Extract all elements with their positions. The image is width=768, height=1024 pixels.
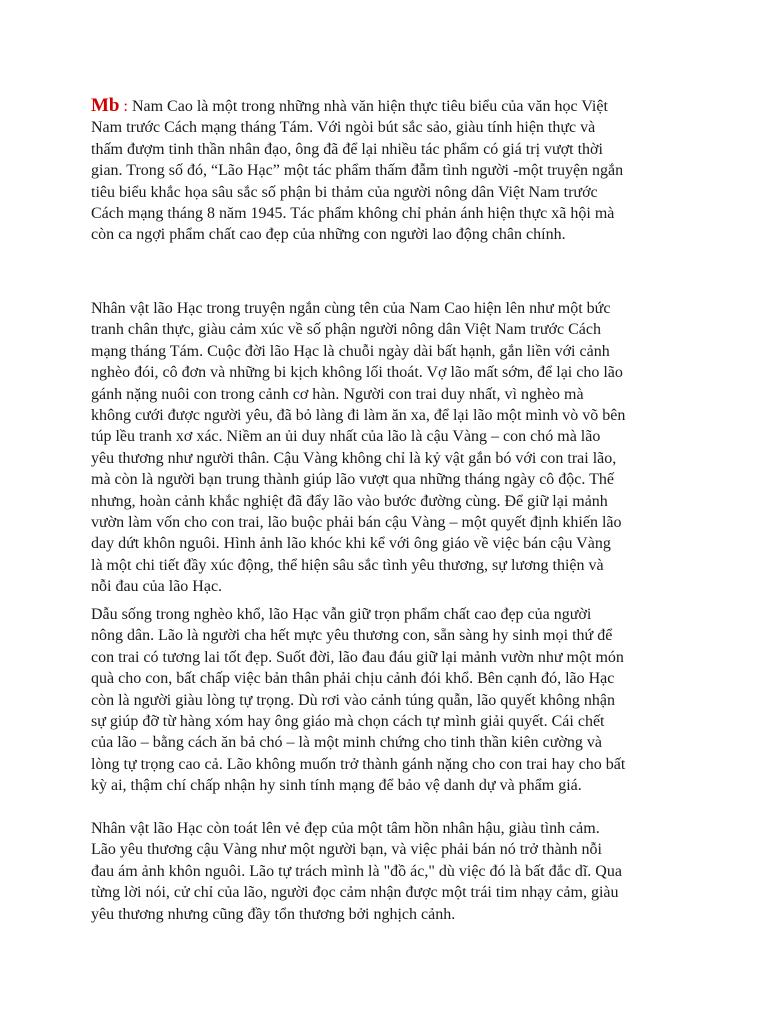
mb-separator: : — [119, 98, 132, 115]
body-paragraph-3: Nhân vật lão Hạc còn toát lên vẻ đẹp của một tâm hồn nhân hậu, giàu tình cảm. Lão yêu thương cậu Vàng như một người bạn, và việc phải bán nó trở thành nỗi đau ám ảnh khôn nguôi. Lão tự trách mình là "đồ ác," dù việc đó là bất đắc dĩ. Qua từng lời nói, cử chỉ của lão, người đọc cảm nhận được một trái tim nhạy cảm, giàu yêu thương nhưng cũng đầy tổn thương bởi nghịch cảnh. — [91, 820, 622, 923]
body-paragraph-2: Dẫu sống trong nghèo khổ, lão Hạc vẫn giữ trọn phẩm chất cao đẹp của người nông dân. Lão là người cha hết mực yêu thương con, sẵn sàng hy sinh mọi thứ để con trai có tương lai tốt đẹp. Suốt đời, lão đau đáu giữ lại mảnh vườn như một món quà cho con, bất chấp việc bản thân phải chịu cảnh đói khổ. Bên cạnh đó, lão Hạc còn là người giàu lòng tự trọng. Dù rơi vào cảnh túng quẫn, lão quyết không nhận sự giúp đỡ từ hàng xóm hay ông giáo mà chọn cách tự mình giải quyết. Cái chết của lão – bằng cách ăn bả chó – là một minh chứng cho tinh thần kiên cường và lòng tự trọng cao cả. Lão không muốn trở thành gánh nặng cho con trai hay cho bất kỳ ai, thậm chí chấp nhận hy sinh tính mạng để bảo vệ danh dự và phẩm giá. — [91, 606, 626, 795]
intro-text: Nam Cao là một trong những nhà văn hiện thực tiêu biểu của văn học Việt Nam trước Cách mạng tháng Tám. Với ngòi bút sắc sảo, giàu tính hiện thực và thấm đượm tinh thần nhân đạo, ông đã để lại nhiều tác phẩm có giá trị vượt thời gian. Trong số đó, “Lão Hạc” một tác phẩm thấm đẫm tình người -một truyện ngắn tiêu biểu khắc họa sâu sắc số phận bi thảm của người nông dân Việt Nam trước Cách mạng tháng 8 năm 1945. Tác phẩm không chỉ phản ánh hiện thực xã hội mà còn ca ngợi phẩm chất cao đẹp của những con người lao động chân chính. — [91, 98, 624, 244]
body-paragraph-1: Nhân vật lão Hạc trong truyện ngắn cùng tên của Nam Cao hiện lên như một bức tranh chân thực, giàu cảm xúc về số phận người nông dân Việt Nam trước Cách mạng tháng Tám. Cuộc đời lão Hạc là chuỗi ngày dài bất hạnh, gắn liền với cảnh nghèo đói, cô đơn và những bi kịch không lối thoát. Vợ lão mất sớm, để lại cho lão gánh nặng nuôi con trong cảnh cơ hàn. Người con trai duy nhất, vì nghèo mà không cưới được người yêu, đã bỏ làng đi làm ăn xa, để lại lão một mình vò võ bên túp lều tranh xơ xác. Niềm an ủi duy nhất của lão là cậu Vàng – con chó mà lão yêu thương như người thân. Cậu Vàng không chỉ là kỷ vật gắn bó với con trai lão, mà còn là người bạn trung thành giúp lão vượt qua những tháng ngày cô độc. Thế nhưng, hoàn cảnh khắc nghiệt đã đẩy lão vào bước đường cùng. Để giữ lại mảnh vườn làm vốn cho con trai, lão buộc phải bán cậu Vàng – một quyết định khiến lão day dứt khôn nguôi. Hình ảnh lão khóc khi kể với ông giáo về việc bán cậu Vàng là một chi tiết đầy xúc động, thể hiện sâu sắc tình yêu thương, sự lương thiện và nỗi đau của lão Hạc. — [91, 300, 626, 596]
intro-paragraph — [91, 95, 691, 246]
mb-label: Mb — [91, 95, 120, 116]
